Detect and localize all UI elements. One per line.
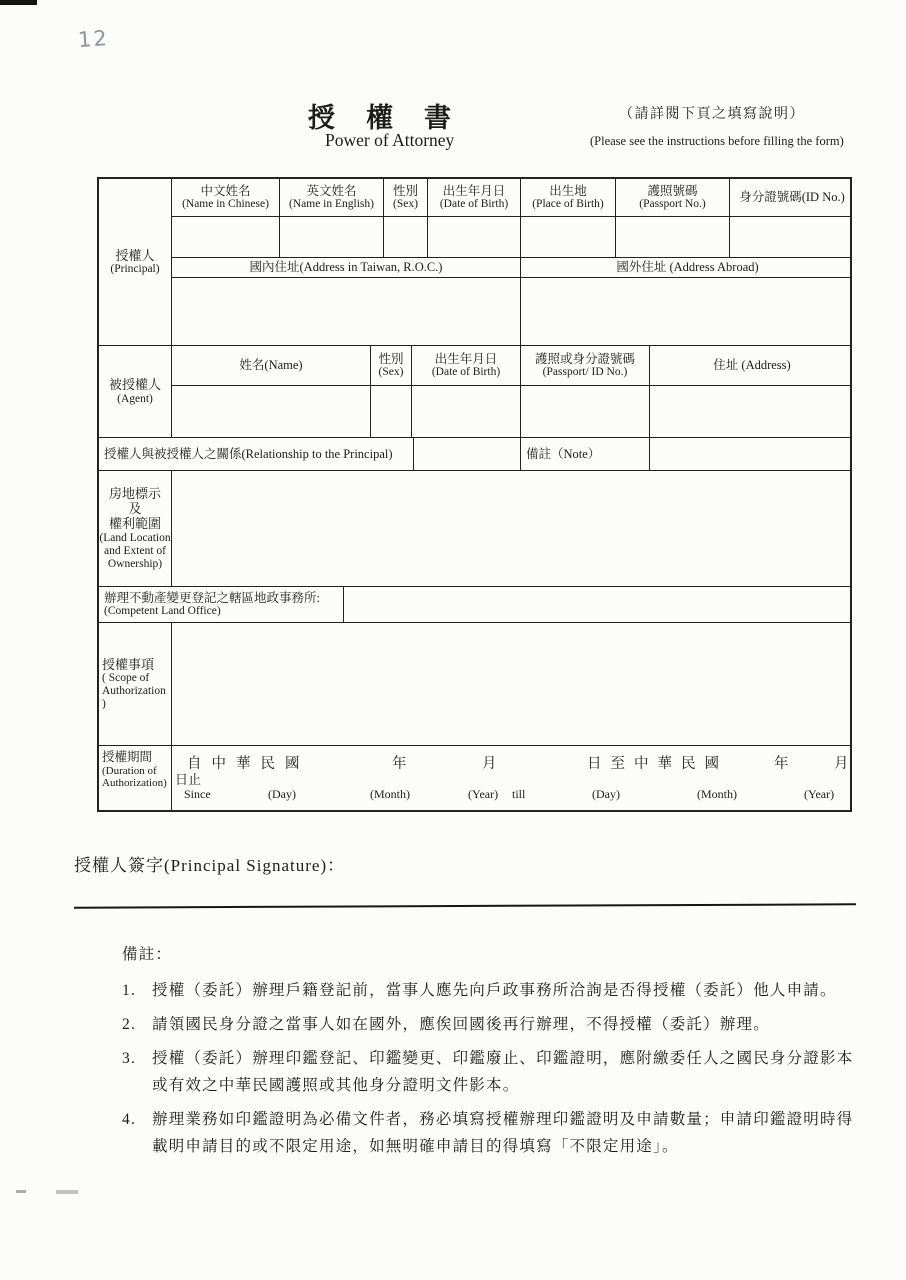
header-date-of-birth	[428, 179, 521, 216]
land-location-cell	[172, 471, 850, 586]
duration-en-month1: (Month)	[370, 787, 410, 801]
note-label-cell	[521, 438, 650, 470]
land-label-zh3: 權利範圍	[108, 516, 161, 532]
agent-name-cell	[172, 386, 371, 437]
scan-artifact-bottom-strip	[0, 1272, 906, 1280]
land-label-zh1: 房地標示	[108, 485, 161, 501]
duration-since: Since	[184, 787, 211, 801]
note-item-text: 授權（委託）辦理印鑑登記、印鑑變更、印鑑廢止、印鑑證明，應附繳委任人之國民身分證影本或有效之中華民國護照或其他身分證明文件影本。	[152, 1050, 854, 1094]
duration-label	[99, 746, 172, 810]
agent-header-passport-id	[521, 346, 650, 385]
notes-section	[122, 942, 870, 1167]
note-item-number: 3.	[122, 1050, 137, 1067]
agent-header-sex	[371, 346, 412, 385]
header-dob-en: (Date of Birth)	[439, 198, 509, 211]
agent-address-cell	[650, 386, 854, 437]
note-item-text: 辦理業務如印鑑證明為必備文件者，務必填寫授權辦理印鑑證明及申請數量；申請印鑑證明時得載明申請目的或不限定用途，如無明確申請目的得填寫「不限定用途」。	[152, 1111, 854, 1155]
header-id-zh: 身分證號碼(ID No.)	[739, 190, 845, 205]
land-location-label	[99, 471, 172, 586]
agent-header-row	[172, 346, 850, 386]
address-abroad-cell	[521, 278, 854, 345]
header-place-of-birth	[521, 179, 616, 216]
header-name-chinese-zh: 中文姓名	[200, 183, 251, 198]
agent-header-dob	[412, 346, 521, 385]
header-dob-zh: 出生年月日	[442, 183, 506, 198]
address-abroad-label: 國外住址 (Address Abroad)	[616, 260, 759, 275]
header-name-chinese-en: (Name in Chinese)	[182, 198, 269, 211]
principal-header-row	[172, 179, 850, 217]
competent-office-zh: 辦理不動產變更登記之轄區地政事務所:	[104, 590, 320, 605]
relationship-label-cell	[99, 438, 414, 470]
agent-header-sex-en: (Sex)	[378, 366, 404, 379]
relationship-label: 授權人與被授權人之關係(Relationship to the Principal)	[104, 446, 393, 461]
principal-data-row	[172, 217, 850, 258]
principal-label-zh: 授權人	[115, 247, 155, 263]
agent-header-dob-zh: 出生年月日	[434, 351, 498, 366]
duration-section	[99, 746, 850, 810]
scan-artifact-smudge	[16, 1190, 26, 1193]
duration-en-year2: (Year)	[804, 787, 835, 801]
relationship-row	[99, 438, 850, 471]
principal-sex-cell	[384, 217, 428, 257]
scope-section	[99, 623, 850, 746]
agent-section	[99, 346, 850, 438]
note-item	[122, 1106, 870, 1160]
agent-dob-cell	[412, 386, 521, 437]
duration-to-roc: 日至中華民國	[587, 756, 728, 772]
principal-row-label	[99, 179, 172, 345]
agent-sex-cell	[371, 386, 412, 437]
agent-label-zh: 被授權人	[108, 377, 161, 393]
land-label-zh2: 及	[128, 501, 142, 516]
principal-section	[99, 179, 850, 346]
header-passport-no	[616, 179, 730, 216]
instruction-note-chinese: （請詳閱下頁之填寫說明）	[619, 107, 805, 122]
address-abroad-header	[521, 258, 854, 277]
note-item	[122, 977, 870, 1004]
principal-pob-cell	[521, 217, 616, 257]
agent-header-passport-zh: 護照或身分證號碼	[534, 351, 635, 366]
note-item-number: 4.	[122, 1111, 137, 1128]
principal-label-en: (Principal)	[110, 263, 160, 276]
header-pob-zh: 出生地	[549, 183, 587, 198]
note-item	[122, 1011, 870, 1038]
header-sex-zh: 性別	[392, 183, 418, 198]
principal-id-cell	[730, 217, 854, 257]
header-sex	[384, 179, 428, 216]
form-title-english: Power of Attorney	[325, 130, 455, 150]
competent-office-en: (Competent Land Office)	[104, 605, 221, 618]
duration-en-day2: (Day)	[592, 787, 620, 801]
principal-dob-cell	[428, 217, 521, 257]
duration-en-day1: (Day)	[268, 787, 296, 801]
duration-en-year1: (Year)	[468, 787, 499, 801]
duration-label-en2: Authorization)	[102, 777, 167, 790]
agent-data-row	[172, 386, 850, 437]
agent-header-dob-en: (Date of Birth)	[431, 366, 501, 379]
principal-name-chinese-cell	[172, 217, 280, 257]
scan-artifact-top-strip	[0, 0, 37, 5]
address-taiwan-cell	[172, 278, 521, 345]
agent-header-address	[650, 346, 854, 385]
scope-label	[99, 623, 172, 745]
note-item-number: 2.	[122, 1016, 137, 1033]
scope-label-zh: 授權事項	[102, 656, 155, 672]
scope-label-en1: ( Scope of	[102, 671, 150, 684]
header-name-chinese	[172, 179, 280, 216]
duration-label-zh: 授權期間	[102, 750, 153, 764]
duration-till: till	[512, 787, 526, 801]
agent-row-label	[99, 346, 172, 437]
competent-office-row	[99, 587, 850, 623]
form-table	[97, 177, 852, 812]
duration-end: 日止	[175, 772, 202, 787]
header-name-english-zh: 英文姓名	[306, 183, 357, 198]
note-value-cell	[650, 438, 854, 470]
land-label-en2: and Extent of	[104, 544, 166, 557]
duration-month1: 月	[482, 756, 497, 772]
address-taiwan-header	[172, 258, 521, 277]
duration-cell	[172, 746, 850, 810]
header-passport-zh: 護照號碼	[647, 183, 698, 198]
form-title-chinese: 授權書	[308, 103, 482, 133]
handwritten-page-number: 12	[77, 25, 110, 53]
agent-header-name-zh: 姓名(Name)	[239, 358, 303, 373]
duration-from-roc: 自中華民國	[187, 756, 310, 772]
address-taiwan-label: 國內住址(Address in Taiwan, R.O.C.)	[249, 260, 443, 275]
land-label-en3: Ownership)	[107, 558, 163, 571]
header-pob-en: (Place of Birth)	[532, 198, 604, 211]
duration-month2: 月	[834, 756, 849, 772]
competent-office-value-cell	[344, 587, 854, 622]
address-header-row	[172, 258, 850, 278]
scope-label-en2: Authorization )	[102, 685, 166, 711]
duration-label-en1: (Duration of	[102, 764, 157, 777]
duration-year2: 年	[774, 756, 789, 772]
principal-passport-cell	[616, 217, 730, 257]
agent-header-address-zh: 住址 (Address)	[713, 358, 791, 373]
header-id-no	[730, 179, 854, 216]
header-name-english	[280, 179, 384, 216]
agent-header-sex-zh: 性別	[378, 351, 404, 366]
land-label-en1: (Land Location	[99, 531, 171, 544]
agent-label-en: (Agent)	[117, 392, 153, 405]
competent-office-label-cell	[99, 587, 344, 622]
note-label: 備註（Note）	[526, 446, 601, 461]
address-data-row	[172, 278, 850, 345]
header-passport-en: (Passport No.)	[639, 198, 706, 211]
note-item-text: 授權（委託）辦理戶籍登記前，當事人應先向戶政事務所洽詢是否得授權（委託）他人申請。	[152, 982, 837, 999]
principal-name-english-cell	[280, 217, 384, 257]
header-sex-en: (Sex)	[393, 198, 418, 211]
agent-passport-cell	[521, 386, 650, 437]
duration-year1: 年	[392, 756, 407, 772]
scan-artifact-smudge	[56, 1190, 78, 1194]
principal-signature-label: 授權人簽字(Principal Signature)：	[74, 856, 346, 875]
header-name-english-en: (Name in English)	[289, 198, 374, 211]
notes-heading: 備註：	[122, 946, 173, 963]
agent-header-passport-en: (Passport/ ID No.)	[542, 366, 628, 379]
note-item	[122, 1045, 870, 1099]
relationship-value-cell	[414, 438, 521, 470]
scope-cell	[172, 623, 850, 745]
signature-line	[74, 903, 856, 908]
land-location-section	[99, 471, 850, 587]
duration-en-month2: (Month)	[697, 787, 737, 801]
instruction-note-english: (Please see the instructions before filling the form)	[590, 134, 844, 148]
agent-header-name	[172, 346, 371, 385]
note-item-number: 1.	[122, 982, 137, 999]
note-item-text: 請領國民身分證之當事人如在國外，應俟回國後再行辦理，不得授權（委託）辦理。	[152, 1016, 770, 1033]
